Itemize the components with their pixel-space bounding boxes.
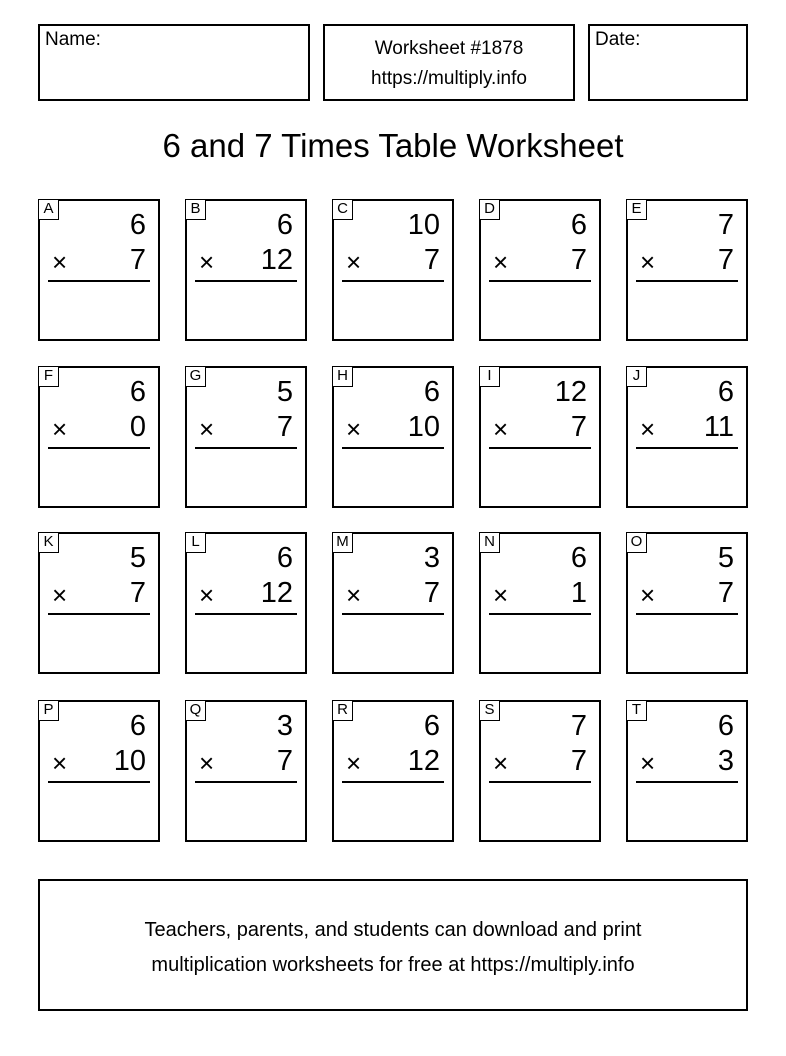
problem-top-number: 3 <box>423 542 440 574</box>
times-icon: × <box>52 748 68 778</box>
problem-letter: T <box>626 700 647 721</box>
problem-card[interactable] <box>626 366 748 508</box>
problem-bottom-number: 12 <box>260 244 293 276</box>
problem-letter: L <box>185 532 206 553</box>
answer-line <box>48 280 150 282</box>
answer-line <box>195 447 297 449</box>
answer-line <box>342 280 444 282</box>
problem-letter: I <box>479 366 500 387</box>
problem-card[interactable] <box>185 700 307 842</box>
problem-card[interactable] <box>332 199 454 341</box>
problem-top-number: 7 <box>717 209 734 241</box>
problem-letter: M <box>332 532 353 553</box>
problem-bottom-number: 7 <box>129 577 146 609</box>
answer-line <box>195 280 297 282</box>
problem-card[interactable] <box>38 532 160 674</box>
worksheet-url[interactable]: https://multiply.info <box>371 68 527 89</box>
answer-line <box>342 613 444 615</box>
problem-bottom-number: 7 <box>570 411 587 443</box>
problem-top-number: 6 <box>717 376 734 408</box>
times-icon: × <box>346 414 362 444</box>
answer-line <box>489 447 591 449</box>
problem-letter: P <box>38 700 59 721</box>
footer-box <box>38 879 748 1011</box>
problem-card[interactable] <box>626 199 748 341</box>
date-label: Date: <box>595 29 641 50</box>
problem-card[interactable] <box>479 700 601 842</box>
problem-top-number: 6 <box>276 209 293 241</box>
problem-bottom-number: 7 <box>717 577 734 609</box>
times-icon: × <box>640 247 656 277</box>
problem-card[interactable] <box>185 532 307 674</box>
problem-top-number: 3 <box>276 710 293 742</box>
date-field-box[interactable] <box>588 24 748 101</box>
name-field-box[interactable] <box>38 24 310 101</box>
problem-card[interactable] <box>38 700 160 842</box>
problem-card[interactable] <box>479 366 601 508</box>
problem-letter: R <box>332 700 353 721</box>
times-icon: × <box>199 748 215 778</box>
problem-card[interactable] <box>332 532 454 674</box>
answer-line <box>48 447 150 449</box>
answer-line <box>342 781 444 783</box>
times-icon: × <box>199 414 215 444</box>
problem-bottom-number: 7 <box>423 577 440 609</box>
problem-top-number: 5 <box>717 542 734 574</box>
problem-top-number: 10 <box>407 209 440 241</box>
problem-card[interactable] <box>626 532 748 674</box>
problem-bottom-number: 7 <box>129 244 146 276</box>
problem-card[interactable] <box>185 366 307 508</box>
problem-top-number: 6 <box>129 710 146 742</box>
problem-bottom-number: 7 <box>570 745 587 777</box>
worksheet-info-box <box>323 24 575 101</box>
answer-line <box>489 613 591 615</box>
problem-letter: B <box>185 199 206 220</box>
problem-top-number: 5 <box>276 376 293 408</box>
problem-top-number: 6 <box>129 376 146 408</box>
problem-letter: O <box>626 532 647 553</box>
times-icon: × <box>493 247 509 277</box>
times-icon: × <box>493 414 509 444</box>
problem-top-number: 12 <box>554 376 587 408</box>
problem-card[interactable] <box>332 700 454 842</box>
problem-card[interactable] <box>38 199 160 341</box>
problem-card[interactable] <box>38 366 160 508</box>
problem-top-number: 6 <box>423 710 440 742</box>
problem-bottom-number: 7 <box>276 411 293 443</box>
problem-top-number: 6 <box>570 209 587 241</box>
times-icon: × <box>52 414 68 444</box>
problem-letter: G <box>185 366 206 387</box>
problem-top-number: 6 <box>423 376 440 408</box>
problem-bottom-number: 1 <box>570 577 587 609</box>
problem-bottom-number: 7 <box>423 244 440 276</box>
page-title: 6 and 7 Times Table Worksheet <box>162 127 624 164</box>
problem-bottom-number: 11 <box>703 411 734 443</box>
problem-top-number: 7 <box>570 710 587 742</box>
problem-bottom-number: 12 <box>260 577 293 609</box>
problem-bottom-number: 3 <box>717 745 734 777</box>
answer-line <box>48 781 150 783</box>
problem-card[interactable] <box>185 199 307 341</box>
times-icon: × <box>493 748 509 778</box>
answer-line <box>636 280 738 282</box>
problem-bottom-number: 0 <box>129 411 146 443</box>
times-icon: × <box>493 580 509 610</box>
answer-line <box>489 781 591 783</box>
problem-letter: H <box>332 366 353 387</box>
problem-letter: N <box>479 532 500 553</box>
answer-line <box>48 613 150 615</box>
problem-card[interactable] <box>332 366 454 508</box>
problem-card[interactable] <box>479 199 601 341</box>
problem-letter: Q <box>185 700 206 721</box>
answer-line <box>636 447 738 449</box>
problem-bottom-number: 10 <box>407 411 440 443</box>
problem-letter: S <box>479 700 500 721</box>
problem-top-number: 6 <box>717 710 734 742</box>
times-icon: × <box>640 414 656 444</box>
times-icon: × <box>346 580 362 610</box>
problem-letter: J <box>626 366 647 387</box>
problem-top-number: 6 <box>570 542 587 574</box>
worksheet-number: Worksheet #1878 <box>374 38 524 59</box>
answer-line <box>195 781 297 783</box>
footer-line-1: Teachers, parents, and students can download and print <box>144 919 642 941</box>
times-icon: × <box>640 748 656 778</box>
problem-bottom-number: 7 <box>276 745 293 777</box>
times-icon: × <box>346 748 362 778</box>
footer-line-2: multiplication worksheets for free at https://multiply.info <box>151 954 635 976</box>
times-icon: × <box>52 247 68 277</box>
problem-card[interactable] <box>479 532 601 674</box>
problem-top-number: 6 <box>276 542 293 574</box>
answer-line <box>489 280 591 282</box>
answer-line <box>636 781 738 783</box>
times-icon: × <box>346 247 362 277</box>
problem-card[interactable] <box>626 700 748 842</box>
times-icon: × <box>52 580 68 610</box>
answer-line <box>195 613 297 615</box>
problem-bottom-number: 7 <box>570 244 587 276</box>
problem-bottom-number: 12 <box>407 745 440 777</box>
times-icon: × <box>199 247 215 277</box>
problem-letter: K <box>38 532 59 553</box>
problem-letter: E <box>626 199 647 220</box>
problem-bottom-number: 7 <box>717 244 734 276</box>
times-icon: × <box>199 580 215 610</box>
problem-bottom-number: 10 <box>113 745 146 777</box>
name-label: Name: <box>45 29 101 50</box>
problem-letter: A <box>38 199 59 220</box>
answer-line <box>342 447 444 449</box>
problem-letter: D <box>479 199 500 220</box>
problem-top-number: 6 <box>129 209 146 241</box>
answer-line <box>636 613 738 615</box>
problem-letter: C <box>332 199 353 220</box>
times-icon: × <box>640 580 656 610</box>
problem-top-number: 5 <box>129 542 146 574</box>
problem-letter: F <box>38 366 59 387</box>
